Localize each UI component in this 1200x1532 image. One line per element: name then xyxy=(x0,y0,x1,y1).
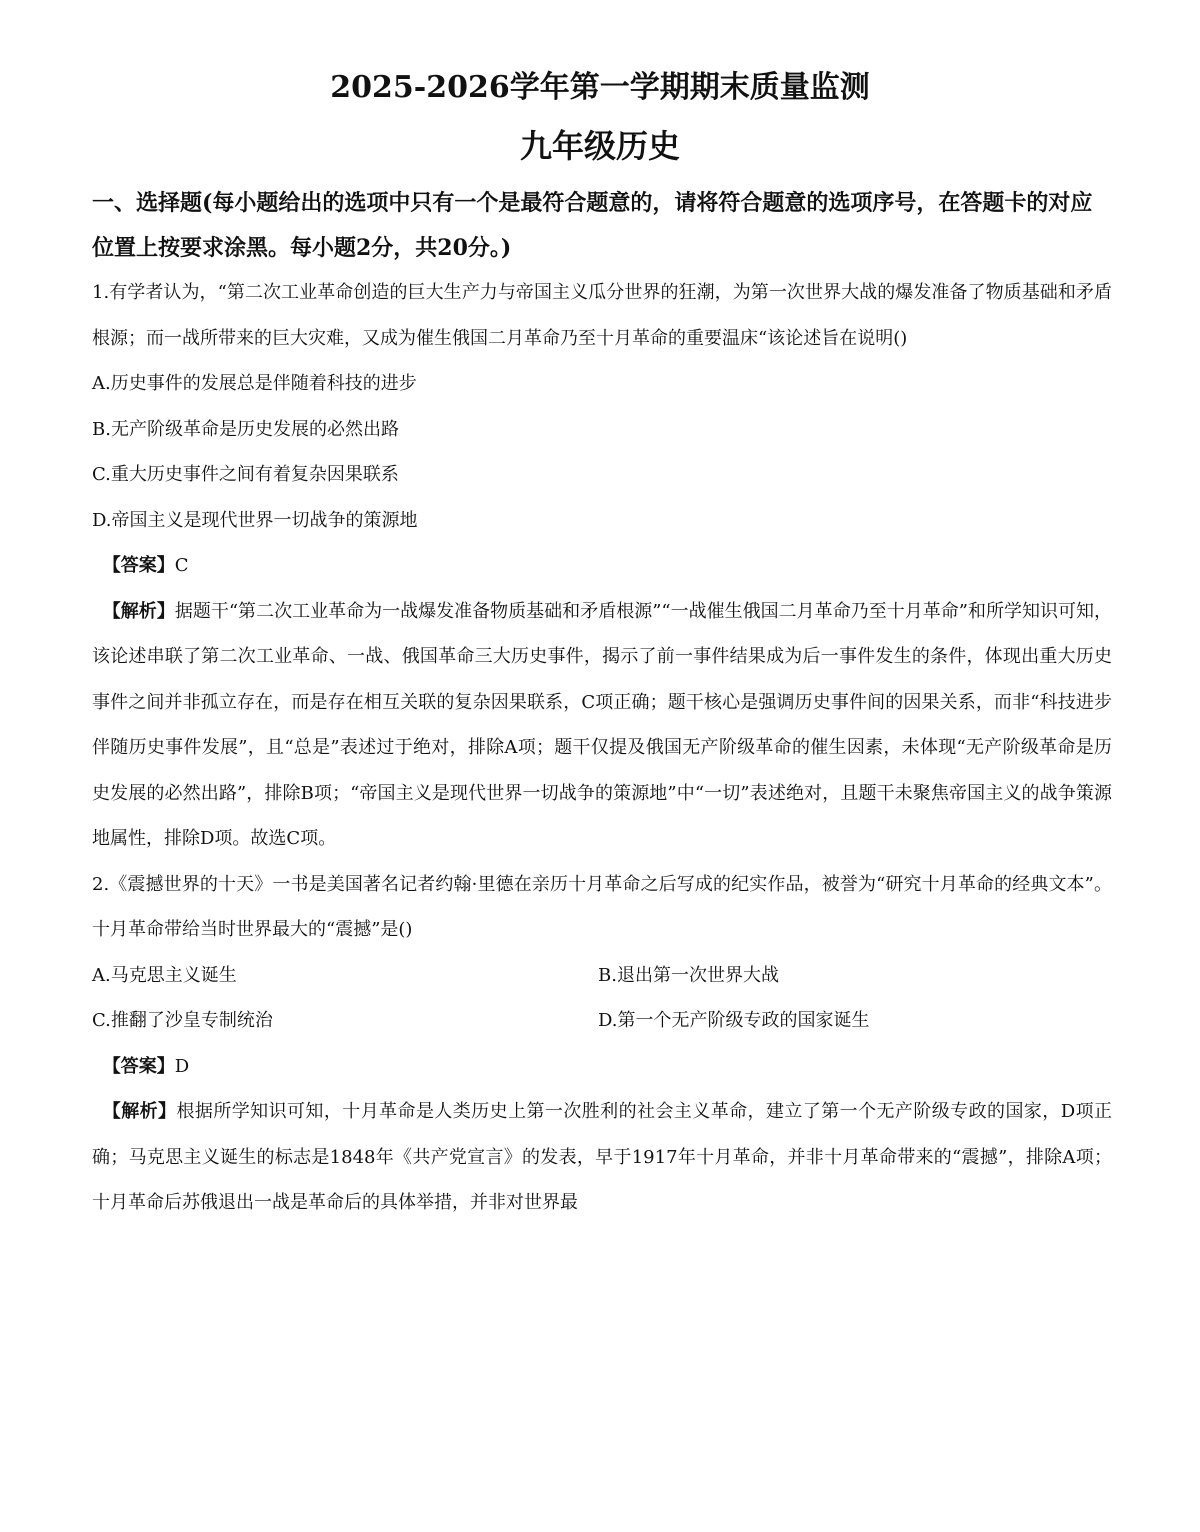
question-1-option-d: D.帝国主义是现代世界一切战争的策源地 xyxy=(92,509,418,531)
question-1-option-b: B.无产阶级革命是历史发展的必然出路 xyxy=(92,418,399,440)
question-2-option-c: C.推翻了沙皇专制统治 xyxy=(92,1010,273,1031)
question-2-option-b: B.退出第一次世界大战 xyxy=(598,964,779,986)
analysis-text: 据题干“第二次工业革命为一战爆发准备物质基础和矛盾根源”“一战催生俄国二月革命乃至十月革命”和所学知识可知，该论述串联了第二次工业革命、一战、俄国革命三大历史事件，揭示了前一事件结果成为后一事件发生的条件，体现出重大历史事件之间并非孤立存在，而是存在相互关联的复杂因果联系，C项正确；题干核心是强调历史事件间的因果关系，而非“科技进步伴随历史事件发展”，且“总是”表述过于绝对，排除A项；题干仅提及俄国无产阶级革命的催生因素，未体现“无产阶级革命是历史发展的必然出路”，排除B项；“帝国主义是现代世界一切战争的策源地”中“一切”表述绝对，且题干未聚焦帝国主义的战争策源地属性，排除D项。故选C项。 xyxy=(92,600,1112,849)
question-1-answer xyxy=(92,543,1112,589)
document-subtitle: 九年级历史 xyxy=(519,127,680,165)
question-2-stem: 2.《震撼世界的十天》一书是美国著名记者约翰·里德在亲历十月革命之后写成的纪实作品，被誉为“研究十月革命的经典文本”。十月革命带给当时世界最大的“震撼”是() xyxy=(92,873,1112,940)
question-2-option-d: D.第一个无产阶级专政的国家诞生 xyxy=(598,1010,870,1031)
analysis-label: 【解析】 xyxy=(102,600,175,622)
answer-value: C xyxy=(174,555,189,576)
question-2-analysis xyxy=(92,1089,1112,1226)
question-1-option-c: C.重大历史事件之间有着复杂因果联系 xyxy=(92,464,399,485)
section-heading: 一、选择题(每小题给出的选项中只有一个是最符合题意的，请将符合题意的选项序号，在答题卡的对应位置上按要求涂黑。每小题2分，共20分。) xyxy=(92,190,1093,261)
question-1-stem: 1.有学者认为，“第二次工业革命创造的巨大生产力与帝国主义瓜分世界的狂潮，为第一次世界大战的爆发准备了物质基础和矛盾根源；而一战所带来的巨大灾难，又成为催生俄国二月革命乃至十月革命的重要温床“该论述旨在说明() xyxy=(92,282,1112,349)
answer-label: 【答案】 xyxy=(102,555,175,576)
question-1-option-a: A.历史事件的发展总是伴随着科技的进步 xyxy=(92,373,417,394)
analysis-label: 【解析】 xyxy=(102,1101,177,1122)
document-title: 2025-2026学年第一学期期末质量监测 xyxy=(330,70,870,105)
question-2-answer xyxy=(92,1044,1112,1090)
question-1-analysis xyxy=(92,589,1112,862)
question-list xyxy=(92,270,1112,1226)
analysis-text: 根据所学知识可知，十月革命是人类历史上第一次胜利的社会主义革命，建立了第一个无产阶级专政的国家，D项正确；马克思主义诞生的标志是1848年《共产党宣言》的发表，早于1917年十月革命，并非十月革命带来的“震撼”，排除A项；十月革命后苏俄退出一战是革命后的具体举措，并非对世界最 xyxy=(92,1101,1112,1213)
answer-label: 【答案】 xyxy=(102,1055,175,1077)
question-2-options-row-2 xyxy=(92,998,1112,1044)
answer-value: D xyxy=(174,1055,190,1077)
question-2-options-row-1 xyxy=(92,953,1112,999)
question-2-option-a: A.马克思主义诞生 xyxy=(92,964,237,986)
